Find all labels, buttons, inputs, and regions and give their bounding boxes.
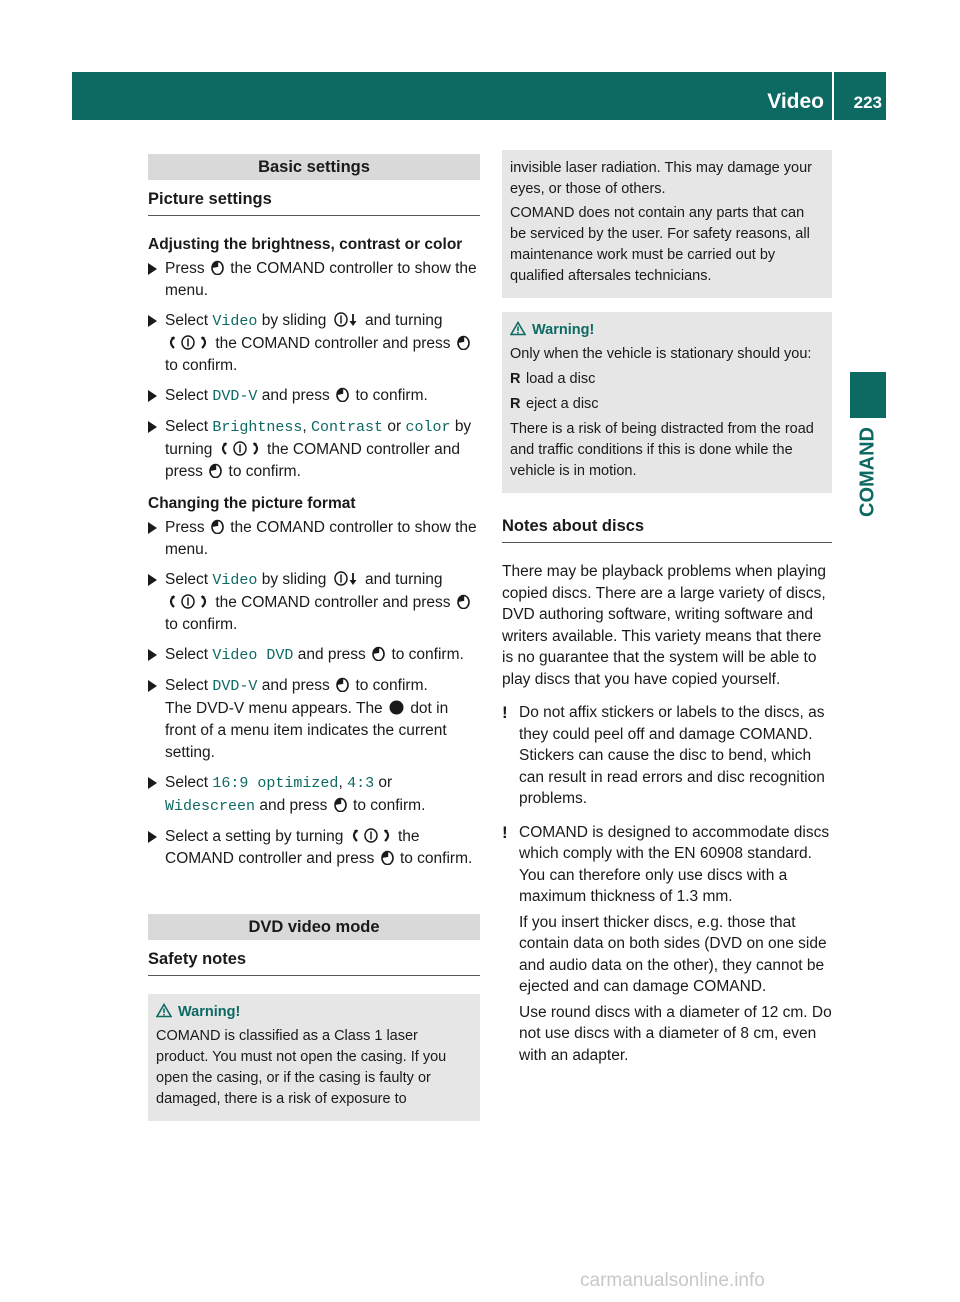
note-item [502,822,832,1067]
menu-code-video-dvd: Video DVD [212,647,294,664]
menu-code-video: Video [212,313,258,330]
step-text: Select a setting by turning [165,828,344,845]
press-controller-icon [336,387,349,402]
turn-controller-icon [167,335,209,350]
step-text: by turning [165,418,472,458]
warning-text: COMAND is classified as a Class 1 laser product. You must not open the casing. If you open the casing, or if the casing is faulty or damaged, there is a risk of exposure to [156,1028,447,1107]
warning-text: invisible laser radiation. This may damage your eyes, or those of others. [510,160,812,197]
list-item-text: load a disc [526,371,596,387]
menu-code-brightness: Brightness [212,419,303,436]
step-text: to confirm. [165,616,238,633]
turn-controller-icon [350,828,392,843]
warning-label: Warning! [178,1004,241,1020]
step-text: the COMAND controller to show the menu. [165,260,477,299]
list-item [510,394,824,415]
step-text: to confirm. [165,357,238,374]
press-controller-icon [457,335,470,350]
step-text: or [387,418,402,435]
warning-text: COMAND does not contain any parts that can be serviced by the user. For safety reasons, all maintenance work must be carried out by qualified aftersales technicians. [510,205,810,284]
step-note: dot in front of a menu item indicates the current setting. [165,700,449,761]
warning-box [148,994,480,1121]
step-text: and turning [364,312,443,329]
note-text: Use round discs with a diameter of 12 cm. Do not use discs with a diameter of 8 cm, even with an adapter. [519,1003,832,1064]
press-controller-icon [372,646,385,661]
header-title: Video [767,90,824,113]
warning-heading [156,1002,472,1023]
step-arrow-icon [148,649,157,661]
note-item [502,702,832,810]
notes-paragraph: There may be playback problems when playing copied discs. There are a large variety of discs, DVD authoring software, writing software and writers available. This variety means that there is no guarantee that the system will be able to play discs that you have copied yourself. [502,563,826,688]
warning-text: Only when the vehicle is stationary should you: [510,346,812,362]
step-text: and press [261,387,330,404]
menu-code-contrast: Contrast [311,419,384,436]
step-item [148,675,480,764]
step-text: by sliding [261,312,327,329]
menu-code-dvdv: DVD-V [212,388,258,405]
step-text: to confirm. [399,850,473,867]
step-text: and press [261,677,330,694]
exclamation-icon: ! [502,703,508,722]
step-item [148,517,480,561]
menu-code-video: Video [212,572,258,589]
warning-icon [510,321,526,336]
step-item [148,569,480,636]
step-arrow-icon [148,390,157,402]
note-text: COMAND is designed to accommodate discs which comply with the EN 60908 standard. You can therefore only use discs with a maximum thickness of 1.3 mm. [519,823,830,905]
left-column [148,150,480,1121]
step-text: Select [165,677,209,694]
page-header [72,72,886,120]
side-tab [851,422,885,522]
step-text: Select [165,646,209,663]
warning-label: Warning! [532,322,595,338]
step-arrow-icon [148,777,157,789]
notes-about-discs-heading: Notes about discs [502,507,832,543]
step-text: the COMAND controller and press [165,828,420,867]
step-arrow-icon [148,315,157,327]
slide-controller-icon [333,571,359,586]
right-column [502,150,832,1078]
warning-text: There is a risk of being distracted from the road and traffic conditions if this is done while the vehicle is in motion. [510,421,814,479]
step-text: Press [165,519,205,536]
side-tab-block [850,372,886,418]
step-text: to confirm. [391,646,464,663]
step-note: The DVD-V menu appears. The [165,700,383,717]
note-text: Do not affix stickers or labels to the discs, as they could peel off and damage COMAND. Stickers can cause the disc to bend, which can result in read errors and disc recognition problems. [519,704,825,807]
menu-code-color: color [405,419,451,436]
warning-box-continued [502,150,832,298]
step-arrow-icon [148,680,157,692]
format-heading: Changing the picture format [148,495,356,512]
list-item-text: eject a disc [526,396,599,412]
step-arrow-icon [148,574,157,586]
step-text: and press [297,646,366,663]
step-text: the COMAND controller and press [215,594,451,611]
menu-code-widescreen: Widescreen [165,798,256,815]
header-divider [832,72,834,120]
step-item [148,644,480,667]
step-text: Select [165,312,209,329]
adjust-heading: Adjusting the brightness, contrast or color [148,236,463,253]
press-controller-icon [209,463,222,478]
menu-code-dvdv: DVD-V [212,678,258,695]
press-controller-icon [334,797,347,812]
warning-box [502,312,832,493]
press-controller-icon [457,594,470,609]
step-text: and press [259,797,328,814]
bullet-mark: R [510,371,521,387]
step-item [148,258,480,302]
bullet-mark: R [510,396,521,412]
step-text: Select [165,571,209,588]
page-number: 223 [853,93,882,112]
press-controller-icon [336,677,349,692]
step-text: to confirm. [355,387,428,404]
dvd-video-mode-heading: DVD video mode [148,914,480,940]
menu-code-4-3: 4:3 [347,775,375,792]
step-text: to confirm. [355,677,428,694]
note-text: If you insert thicker discs, e.g. those that contain data on both sides (DVD on one side and audio data on the other), they cannot be ejected and can damage COMAND. [519,913,827,995]
step-text: the COMAND controller and press [165,441,460,480]
press-controller-icon [211,519,224,534]
step-text: or [378,774,393,791]
watermark: carmanualsonline.info [580,1270,765,1291]
turn-controller-icon [219,441,261,456]
side-tab-label: COMAND [856,427,879,517]
warning-heading [510,320,824,341]
step-arrow-icon [148,263,157,275]
press-controller-icon [211,260,224,275]
picture-settings-heading: Picture settings [148,180,480,216]
slide-controller-icon [333,312,359,327]
selected-dot-icon [389,700,404,715]
step-item [148,385,480,408]
basic-settings-heading: Basic settings [148,154,480,180]
step-text: Select [165,774,209,791]
step-arrow-icon [148,421,157,433]
step-text: Select [165,387,209,404]
step-item [148,826,480,870]
step-text: to confirm. [353,797,426,814]
list-item [510,369,824,390]
step-item: Select 16:9 optimized, 4:3 or Widescreen and press to confirm. [148,772,480,818]
exclamation-icon: ! [502,822,508,842]
step-text: by sliding [261,571,327,588]
step-arrow-icon [148,522,157,534]
press-controller-icon [381,850,394,865]
warning-icon [156,1003,172,1018]
safety-notes-heading: Safety notes [148,940,480,976]
step-text: the COMAND controller and press [215,335,451,352]
step-text: and turning [364,571,443,588]
step-text: to confirm. [228,463,301,480]
menu-code-16-9: 16:9 optimized [212,775,339,792]
step-item: Select Brightness, Contrast or color by turning the COMAND controller and press to confirm. [148,416,480,483]
step-item [148,310,480,377]
step-text: Press [165,260,205,277]
step-arrow-icon [148,831,157,843]
step-text: the COMAND controller to show the menu. [165,519,477,558]
turn-controller-icon [167,594,209,609]
step-text: Select [165,418,209,435]
